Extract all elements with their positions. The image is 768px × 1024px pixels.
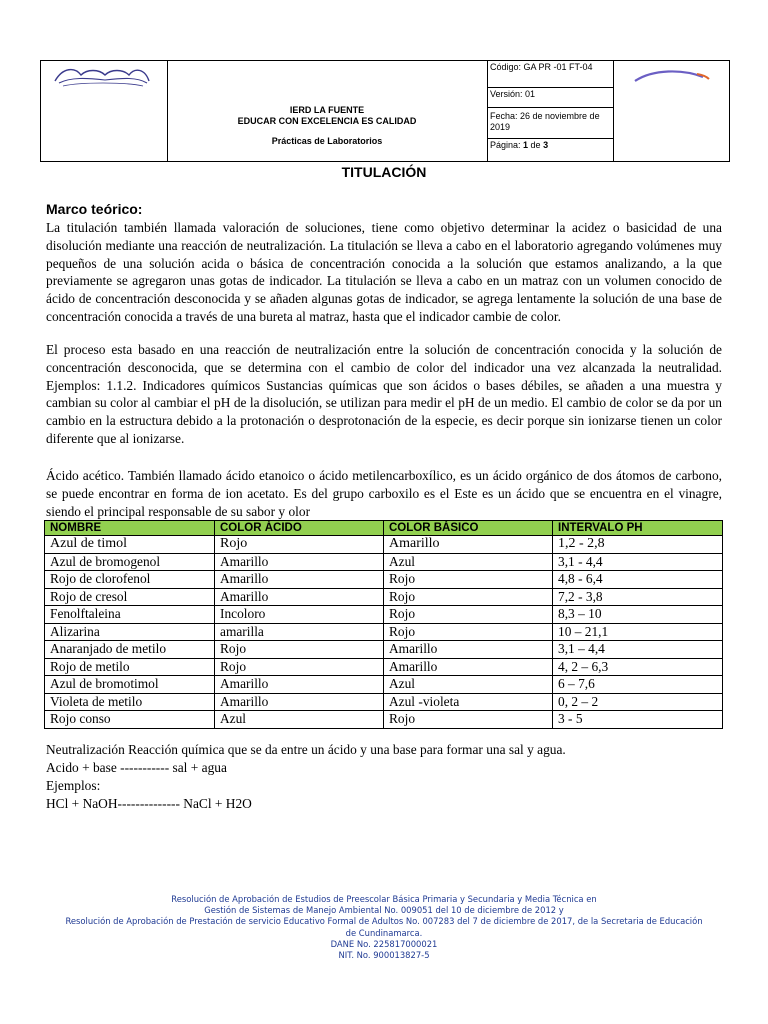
table-row xyxy=(45,693,723,711)
table-cell: 1,2 - 2,8 xyxy=(553,536,723,554)
indicators-table xyxy=(44,520,723,729)
table-cell: Rojo de clorofenol xyxy=(45,571,215,589)
table-row xyxy=(45,641,723,659)
table-cell: Amarillo xyxy=(215,693,384,711)
logo-left-cell xyxy=(41,61,168,161)
page-title: TITULACIÓN xyxy=(341,164,427,180)
page-prefix: Página: xyxy=(490,140,524,150)
table-cell: Rojo xyxy=(384,623,553,641)
table-cell: 4, 2 – 6,3 xyxy=(553,658,723,676)
footer-line: Resolución de Aprobación de Estudios de Preescolar Básica Primaria y Secundaria y Media Técnica en xyxy=(171,894,597,904)
institution-name: IERD LA FUENTE xyxy=(289,105,365,115)
table-cell: Amarillo xyxy=(384,536,553,554)
footer-line: Gestión de Sistemas de Manejo Ambiental No. 009051 del 10 de diciembre de 2012 y xyxy=(204,905,564,916)
table-cell: Fenolftaleina xyxy=(45,606,215,624)
table-row xyxy=(45,711,723,729)
examples-label: Ejemplos: xyxy=(46,778,101,793)
table-cell: Amarillo xyxy=(215,588,384,606)
institution-cell xyxy=(167,61,488,161)
table-cell: Amarillo xyxy=(215,571,384,589)
footer xyxy=(40,894,728,961)
table-row xyxy=(45,571,723,589)
footer-line: DANE No. 225817000021 xyxy=(330,938,438,949)
table-cell: 7,2 - 3,8 xyxy=(553,588,723,606)
column-header: COLOR ÁCIDO xyxy=(215,521,384,536)
table-cell: Amarillo xyxy=(384,641,553,659)
table-cell: amarilla xyxy=(215,623,384,641)
table-cell: Azul xyxy=(384,676,553,694)
footer-line: de Cundinamarca. xyxy=(345,927,423,938)
document-date: Fecha: 26 de noviembre de 2019 xyxy=(487,108,613,139)
column-header: NOMBRE xyxy=(45,521,215,536)
table-cell: 6 – 7,6 xyxy=(553,676,723,694)
table-cell: 3 - 5 xyxy=(553,711,723,729)
table-cell: Violeta de metilo xyxy=(45,693,215,711)
paragraph-acetic-acid: Ácido acético. También llamado ácido etanoico o ácido metilencarboxílico, es un ácido orgánico de dos átomos de carbono, se puede encontrar en forma de ion acetato. Es del grupo carboxilo es el Este es un ácido que se encuentra en el vinagre, siendo el principal responsable de su sabor y olor xyxy=(46,468,722,519)
table-cell: Incoloro xyxy=(215,606,384,624)
table-header-row xyxy=(45,521,723,536)
table-row xyxy=(45,553,723,571)
logo-right-cell xyxy=(613,61,729,161)
table-cell: Rojo conso xyxy=(45,711,215,729)
institution-motto: EDUCAR CON EXCELENCIA ES CALIDAD xyxy=(237,116,417,126)
footer-line: NIT. No. 900013827-5 xyxy=(338,950,430,961)
document-code: Código: GA PR -01 FT-04 xyxy=(487,61,613,88)
table-cell: Anaranjado de metilo xyxy=(45,641,215,659)
document-meta-cell xyxy=(487,61,614,161)
page-mid: de xyxy=(528,140,544,150)
column-header: COLOR BÁSICO xyxy=(384,521,553,536)
table-row xyxy=(45,606,723,624)
page-number: 1 xyxy=(523,140,529,150)
section-title: Marco teórico: xyxy=(46,201,143,217)
table-cell: 8,3 – 10 xyxy=(553,606,723,624)
table-cell: Azul xyxy=(384,553,553,571)
table-cell: Amarillo xyxy=(215,553,384,571)
table-cell: Azul de bromotimol xyxy=(45,676,215,694)
table-cell: Rojo de metilo xyxy=(45,658,215,676)
table-row xyxy=(45,588,723,606)
table-cell: Rojo xyxy=(384,606,553,624)
example-equation: HCl + NaOH-------------- NaCl + H2O xyxy=(46,796,252,811)
neutralization-text: Neutralización Reacción química que se da entre un ácido y una base para formar una sal y agua. xyxy=(46,742,566,757)
table-cell: Azul xyxy=(215,711,384,729)
arc-logo-icon xyxy=(613,63,729,103)
table-cell: Rojo xyxy=(384,571,553,589)
table-cell: 3,1 - 4,4 xyxy=(553,553,723,571)
area-name: Prácticas de Laboratorios xyxy=(271,136,383,146)
page-total: 3 xyxy=(543,140,549,150)
footer-line: Resolución de Aprobación de Prestación de servicio Educativo Formal de Adultos No. 007283 del 7 de diciembre de 2017, de la Secretaria de Educación xyxy=(65,916,703,927)
institution-logo-icon xyxy=(41,63,167,103)
table-cell: Alizarina xyxy=(45,623,215,641)
table-cell: 3,1 – 4,4 xyxy=(553,641,723,659)
table-cell: Rojo xyxy=(384,711,553,729)
table-cell: Azul de timol xyxy=(45,536,215,554)
table-cell: Rojo de cresol xyxy=(45,588,215,606)
table-cell: 4,8 - 6,4 xyxy=(553,571,723,589)
table-cell: 10 – 21,1 xyxy=(553,623,723,641)
table-cell: Amarillo xyxy=(215,676,384,694)
table-row xyxy=(45,676,723,694)
column-header: INTERVALO PH xyxy=(553,521,723,536)
table-cell: Azul -violeta xyxy=(384,693,553,711)
table-row xyxy=(45,658,723,676)
table-cell: Amarillo xyxy=(384,658,553,676)
paragraph-process: El proceso esta basado en una reacción de neutralización entre la solución de concentración conocida y la solución de concentración desconocida, que se determina con el cambio de color del indicador una vez alcanzada la neutralidad. Ejemplos: 1.1.2. Indicadores químicos Sustancias químicas que son ácidos o bases débiles, se añaden a una muestra y cambian su color al cambiar el pH de la disolución, se utilizan para medir el pH de un medio. El cambio de color se da por un cambio en la estructura debido a la protonación o desprotonación de la especie, es decir porque sin ionizarse tienen un color diferente que al ionizarse. xyxy=(46,342,722,446)
paragraph-intro: La titulación también llamada valoración de soluciones, tiene como objetivo determinar la acidez o basicidad de una disolución mediante una reacción de neutralización. La titulación se lleva a cabo en el laboratorio agregando volúmenes muy pequeños de una solución acida o básica de concentración conocida a la solución que estamos analizando, a la que previamente se agregaron unas gotas de indicador. La titulación se lleva a cabo en un matraz con un volumen conocido de ácido de concentración desconocida y se añaden algunas gotas de indicador, se agrega lentamente la solución de una base de concentración conocida a través de una bureta al matraz, hasta que el indicador cambie de color. xyxy=(46,220,722,324)
document-version: Versión: 01 xyxy=(487,88,613,108)
document-header xyxy=(40,60,730,162)
table-row xyxy=(45,623,723,641)
table-cell: Rojo xyxy=(384,588,553,606)
table-row xyxy=(45,536,723,554)
table-cell: Azul de bromogenol xyxy=(45,553,215,571)
table-cell: 0, 2 – 2 xyxy=(553,693,723,711)
document-page xyxy=(487,139,613,161)
table-cell: Rojo xyxy=(215,641,384,659)
equation-text: Acido + base ----------- sal + agua xyxy=(46,760,227,775)
table-cell: Rojo xyxy=(215,536,384,554)
table-cell: Rojo xyxy=(215,658,384,676)
